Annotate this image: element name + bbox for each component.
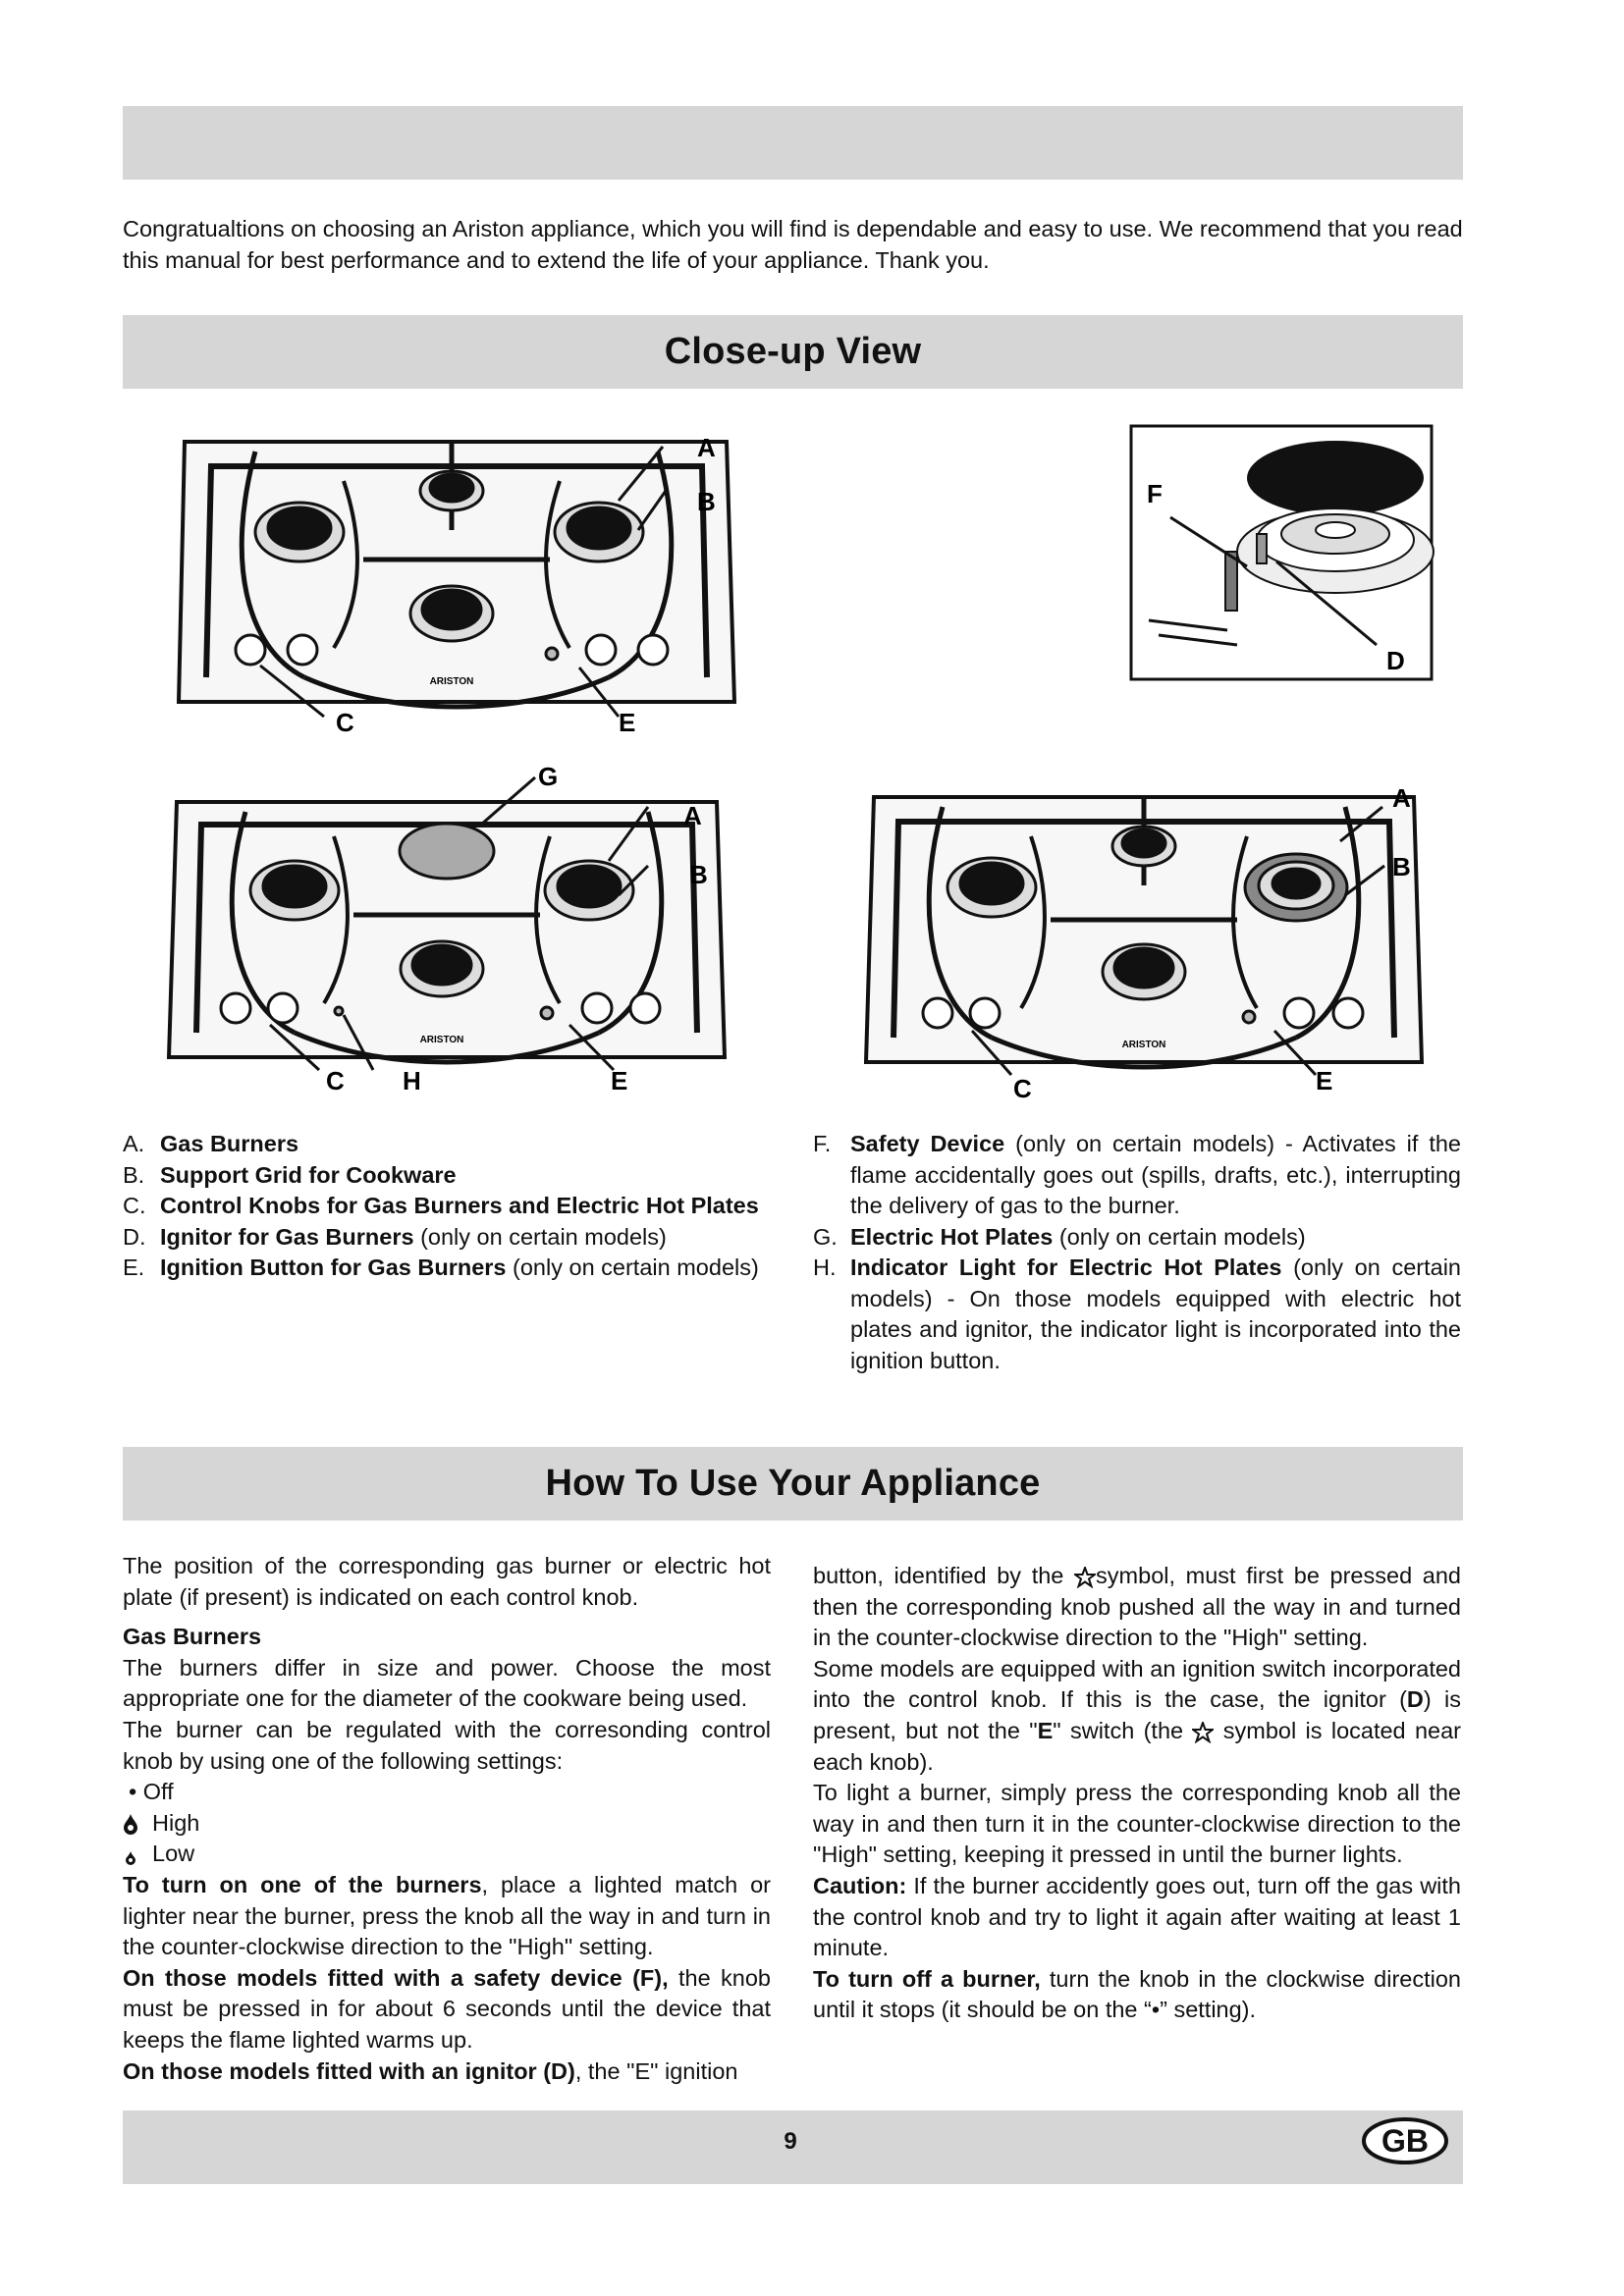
flame-high-icon: [123, 1813, 138, 1835]
label-a: A: [697, 433, 716, 462]
paragraph: Caution: If the burner accidently goes out, turn off the gas with the control knob and try to light it again after waiting at least 1 minute.: [813, 1872, 1461, 1961]
legend-item: C. Control Knobs for Gas Burners and Electric Hot Plates: [123, 1193, 759, 1218]
legend-item: D. Ignitor for Gas Burners (only on certain models): [123, 1223, 667, 1250]
paragraph: The burners differ in size and power. Choose the most appropriate one for the diameter of the cookware being used.: [123, 1654, 771, 1712]
paragraph: On those models fitted with a safety device (F), the knob must be pressed in for about 6 seconds until the device that keeps the flame lighted warms up.: [123, 1964, 772, 2053]
closeup-title: [123, 315, 1463, 389]
label-b: B: [1392, 852, 1411, 881]
paragraph: To turn on one of the burners, place a lighted match or lighter near the burner, press the knob all the way in and turn in the counter-clockwise direction to the "High" setting.: [123, 1871, 772, 1960]
legend-item: E. Ignition Button for Gas Burners (only on certain models): [123, 1255, 759, 1280]
hob-brand-label: ARISTON: [429, 676, 474, 687]
howto-title-text: How To Use Your Appliance: [545, 1463, 1041, 1504]
label-e: E: [611, 1066, 628, 1092]
setting-low: Low: [123, 1839, 771, 1870]
label-b: B: [689, 860, 708, 889]
setting-off: • Off: [129, 1779, 174, 1805]
label-c: C: [336, 708, 354, 736]
label-h: H: [403, 1066, 421, 1092]
label-c: C: [1013, 1074, 1032, 1101]
paragraph: The position of the corresponding gas burner or electric hot plate (if present) is indicated on each control knob.: [123, 1553, 771, 1610]
hob-figure-wok-burner: [854, 777, 1434, 1101]
paragraph: To light a burner, simply press the corresponding knob all the way in and then turn it in the counter-clockwise direction to the "High" setting, keeping it pressed in until the burner lights.: [813, 1780, 1461, 1868]
instructions-right-column: [813, 1561, 1461, 2026]
closeup-title-text: Close-up View: [664, 331, 922, 372]
legend-item: B. Support Grid for Cookware: [123, 1161, 457, 1188]
legend-item: G. Electric Hot Plates (only on certain models): [813, 1223, 1306, 1250]
language-code: GB: [1381, 2123, 1429, 2159]
label-a: A: [1392, 783, 1411, 813]
label-e: E: [619, 708, 636, 736]
paragraph: On those models fitted with an ignitor (D), the "E" ignition: [123, 2057, 738, 2084]
burner-detail-figure: [1129, 424, 1443, 684]
hob-figure-electric-plate: [157, 758, 736, 1092]
hob-brand-label: ARISTON: [1121, 1040, 1166, 1050]
spark-icon: [1192, 1722, 1214, 1743]
gas-burners-heading: Gas Burners: [123, 1624, 262, 1650]
legend-right: [813, 1129, 1461, 1376]
page-number: 9: [784, 2128, 797, 2155]
language-badge: [1361, 2116, 1449, 2165]
label-d: D: [1386, 646, 1405, 675]
instructions-left-column: [123, 1551, 771, 2087]
paragraph: Some models are equipped with an ignition switch incorporated into the control knob. If this is the case, the ignitor (D) is present, but not the "E" switch (the symbol is located near each knob).: [813, 1655, 1462, 1775]
legend-item: H. Indicator Light for Electric Hot Plates (only on certain models) - On those models equipped with electric hot plates and ignitor, the indicator light is incorporated into the ignition button.: [813, 1255, 1461, 1373]
spark-icon: [1074, 1567, 1096, 1588]
header-band: [123, 106, 1463, 180]
intro-paragraph: Congratualtions on choosing an Ariston appliance, which you will find is dependable and easy to use. We recommend that you read this manual for best performance and to extend the life of your appliance. Thank you.: [123, 216, 1463, 273]
setting-high: High: [123, 1808, 771, 1840]
label-e: E: [1316, 1066, 1333, 1095]
paragraph: The burner can be regulated with the corresonding control knob by using one of the following settings:: [123, 1716, 771, 1774]
paragraph: button, identified by the symbol, must first be pressed and then the corresponding knob pushed all the way in and turned in the counter-clockwise direction to the "High" setting.: [813, 1563, 1462, 1651]
paragraph: To turn off a burner, turn the knob in the clockwise direction until it stops (it should be on the “•” setting).: [813, 1965, 1461, 2023]
label-a: A: [683, 801, 702, 830]
howto-title: [123, 1447, 1463, 1521]
label-g: G: [538, 762, 559, 791]
label-c: C: [326, 1066, 345, 1092]
legend-item: F. Safety Device (only on certain models) - Activates if the flame accidentally goes out (spills, drafts, etc.), interrupting the delivery of gas to the burner.: [813, 1131, 1462, 1218]
label-f: F: [1147, 479, 1163, 508]
label-b: B: [697, 487, 716, 516]
legend-left: [123, 1129, 761, 1284]
hob-figure-four-burner: [167, 422, 736, 736]
hob-brand-label: ARISTON: [419, 1035, 464, 1045]
legend-item: A. Gas Burners: [123, 1131, 299, 1156]
flame-low-icon: [123, 1843, 138, 1865]
